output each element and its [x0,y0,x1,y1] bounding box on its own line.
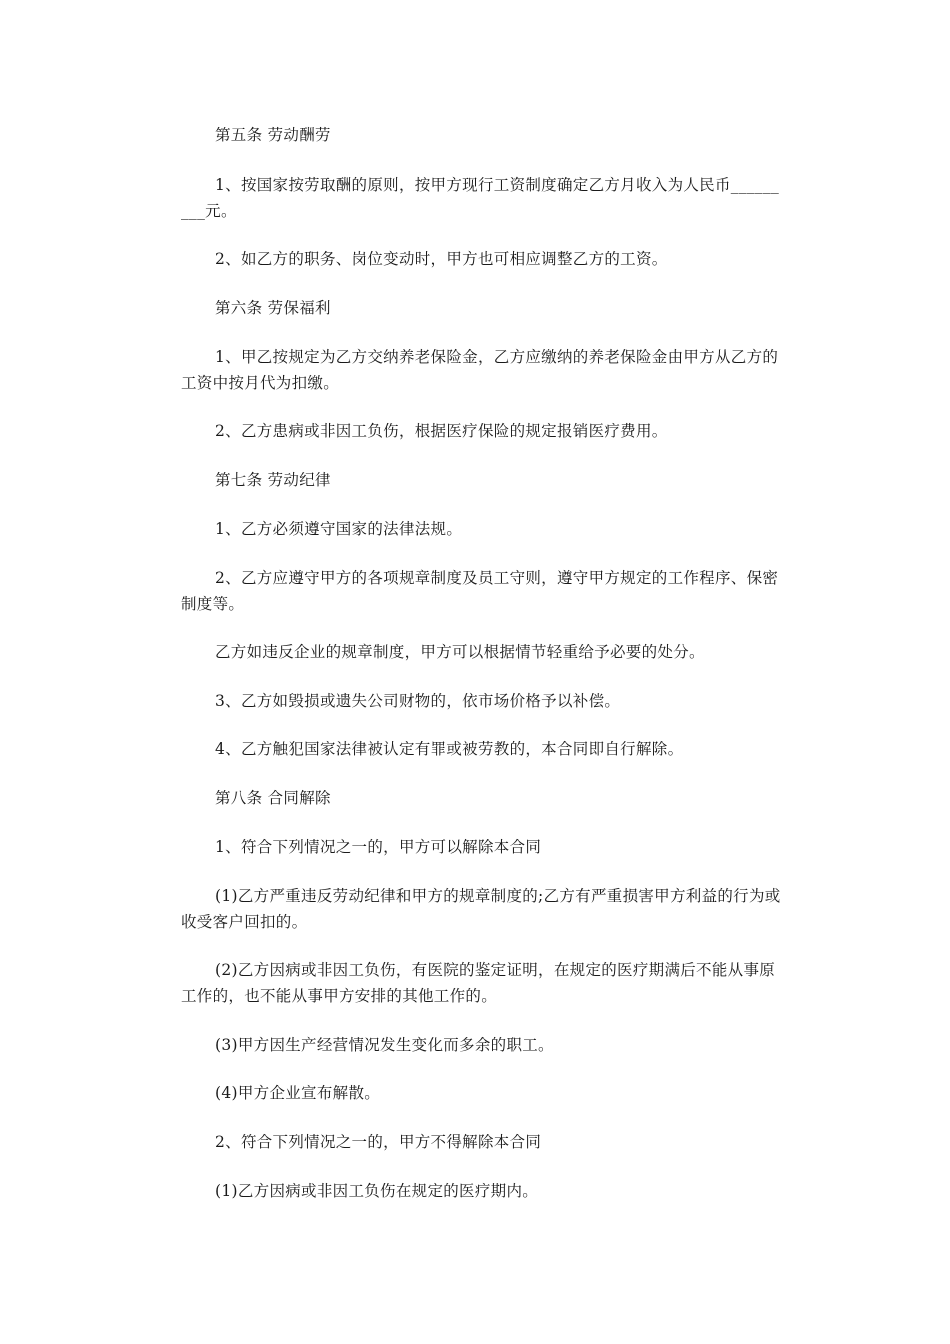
paragraph: 2、符合下列情况之一的，甲方不得解除本合同 [215,1133,542,1151]
paragraph: (1)乙方因病或非因工负伤在规定的医疗期内。 [215,1182,539,1200]
paragraph: 3、乙方如毁损或遗失公司财物的，依市场价格予以补偿。 [215,692,621,710]
paragraph: 乙方如违反企业的规章制度，甲方可以根据情节轻重给予必要的处分。 [215,643,705,661]
paragraph: 1、乙方必须遵守国家的法律法规。 [215,520,463,538]
paragraph: 2、乙方应遵守甲方的各项规章制度及员工守则，遵守甲方规定的工作程序、保密制度等。 [181,569,779,613]
paragraph: (3)甲方因生产经营情况发生变化而多余的职工。 [215,1036,554,1054]
paragraph: (4)甲方企业宣布解散。 [215,1084,381,1102]
paragraph: 1、按国家按劳取酬的原则，按甲方现行工资制度确定乙方月收入为人民币_________元。 [181,176,780,220]
article-heading: 第八条 合同解除 [215,789,331,807]
paragraph: 2、如乙方的职务、岗位变动时，甲方也可相应调整乙方的工资。 [215,250,668,268]
paragraph: 4、乙方触犯国家法律被认定有罪或被劳教的，本合同即自行解除。 [215,740,684,758]
article-heading: 第六条 劳保福利 [215,299,331,317]
paragraph: 1、符合下列情况之一的，甲方可以解除本合同 [215,838,542,856]
article-heading: 第五条 劳动酬劳 [215,126,331,144]
paragraph: (2)乙方因病或非因工负伤，有医院的鉴定证明，在规定的医疗期满后不能从事原工作的，也不能从事甲方安排的其他工作的。 [181,961,776,1005]
article-heading: 第七条 劳动纪律 [215,471,331,489]
document-body [181,122,787,1204]
paragraph: 2、乙方患病或非因工负伤，根据医疗保险的规定报销医疗费用。 [215,422,668,440]
paragraph: (1)乙方严重违反劳动纪律和甲方的规章制度的;乙方有严重损害甲方利益的行为或收受客户回扣的。 [181,887,781,931]
paragraph: 1、甲乙按规定为乙方交纳养老保险金，乙方应缴纳的养老保险金由甲方从乙方的工资中按月代为扣缴。 [181,348,779,392]
